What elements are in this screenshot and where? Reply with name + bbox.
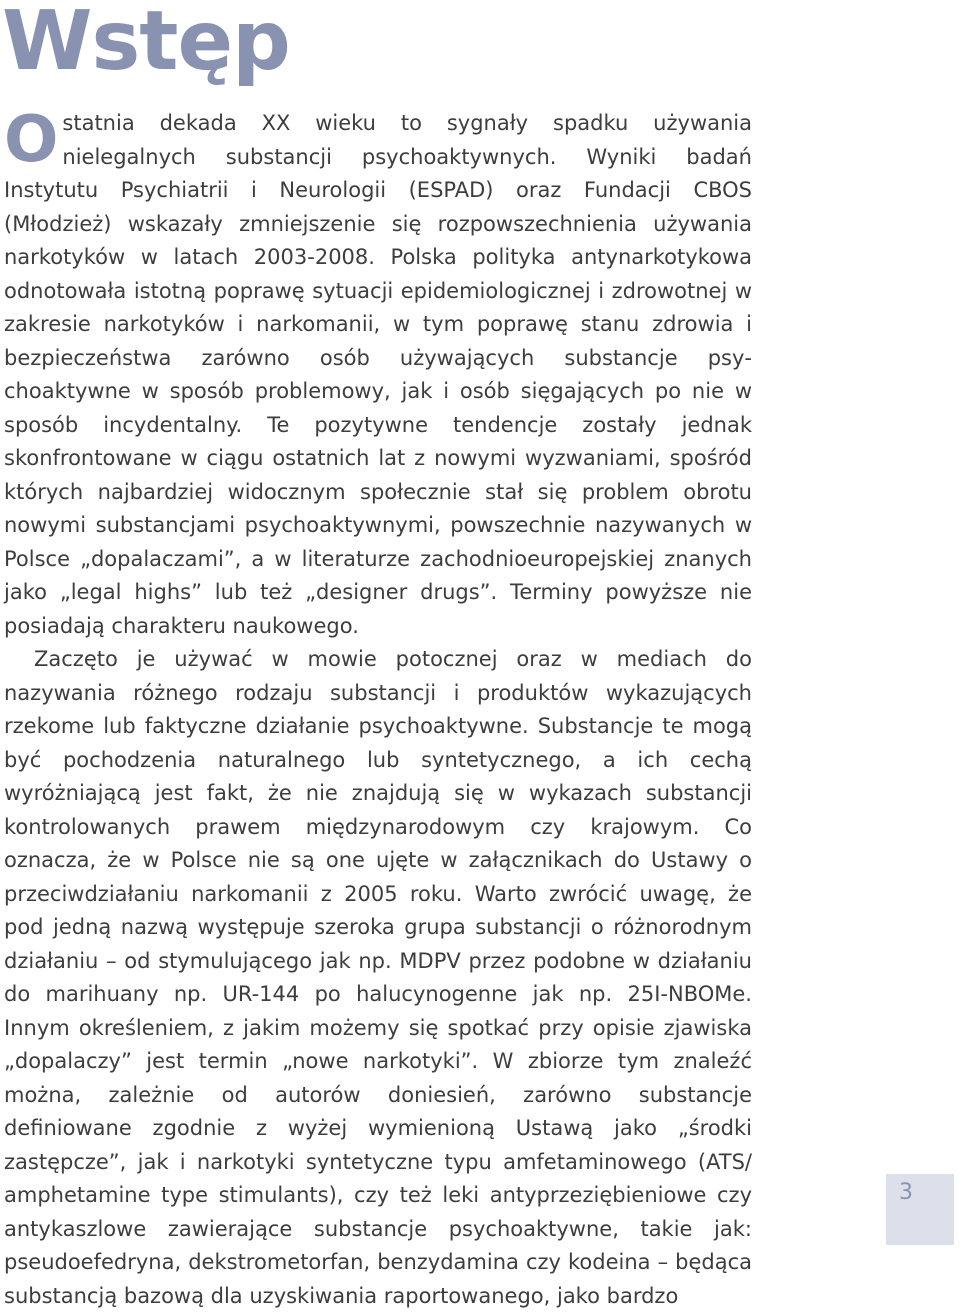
body-text xyxy=(4,103,752,1313)
page-number: 3 xyxy=(899,1180,913,1205)
page-title: Wstęp xyxy=(2,0,290,89)
page-number-box xyxy=(886,1174,954,1245)
drop-cap: O xyxy=(4,103,59,177)
paragraph-1 xyxy=(4,103,752,643)
paragraph-1-text: statnia dekada XX wieku to sygnały spadku używania nielegalnych substancji psychoaktywnych. Wyniki badań Instytutu Psychiatrii i Neurologii (ESPAD) oraz Fundacji CBOS (Młodzież) wskazały zmniejszenie się rozpowszechnienia używania narkotyków w latach 2003-2008. Polska polityka antynarkotykowa odnotowała istotną poprawę sytuacji epidemiologicznej i zdrowotnej w zakresie narkotyków i narkomanii, w tym poprawę stanu zdrowia i bezpieczeństwa zarówno osób używających substancje psychoaktywne w sposób problemowy, jak i osób sięgających po nie w sposób incydentalny. Te pozytywne tendencje zostały jednak skonfrontowane w ciągu ostatnich lat z nowymi wyzwaniami, spośród których najbardziej widocznym społecznie stał się problem obrotu nowymi substancjami psychoaktywnymi, powszechnie nazywanych w Polsce „dopalaczami”, a w literaturze zachodnioeuropejskiej znanych jako „legal highs” lub też „designer drugs”. Terminy powyższe nie posiadają charakteru naukowego. xyxy=(4,111,752,638)
paragraph-2: Zaczęto je używać w mowie potocznej oraz w mediach do nazywania różnego rodzaju substancji i produktów wykazujących rzekome lub faktyczne działanie psychoaktywne. Substancje te mogą być pochodzenia naturalnego lub syntetycznego, a ich cechą wyróżniającą jest fakt, że nie znajdują się w wykazach substancji kontrolowanych prawem międzynarodowym czy krajowym. Co oznacza, że w Polsce nie są one ujęte w załącznikach do Ustawy o przeciwdziałaniu narkomanii z 2005 roku. Warto zwrócić uwagę, że pod jedną nazwą występuje szeroka grupa substancji o różnorodnym działaniu – od stymulującego jak np. MDPV przez podobne w działaniu do marihuany np. UR-144 po halucynogenne jak np. 25I-NBOMe. Innym określeniem, z jakim możemy się spotkać przy opisie zjawiska „dopalaczy” jest termin „nowe narkotyki”. W zbiorze tym znaleźć można, zależnie od autorów doniesień, zarówno substancje definiowane zgodnie z wyżej wymienioną Ustawą jako „środki zastępcze”, jak i narkotyki syntetyczne typu amfetaminowego (ATS/ amphetamine type stimulants), czy też leki antyprzeziębieniowe czy antykaszlowe zawierające substancje psychoaktywne, takie jak: pseudoefedryna, dekstrometorfan, benzydamina czy kodeina – będąca substancją bazową dla uzyskiwania raportowanego, jako bardzo xyxy=(4,647,752,1308)
